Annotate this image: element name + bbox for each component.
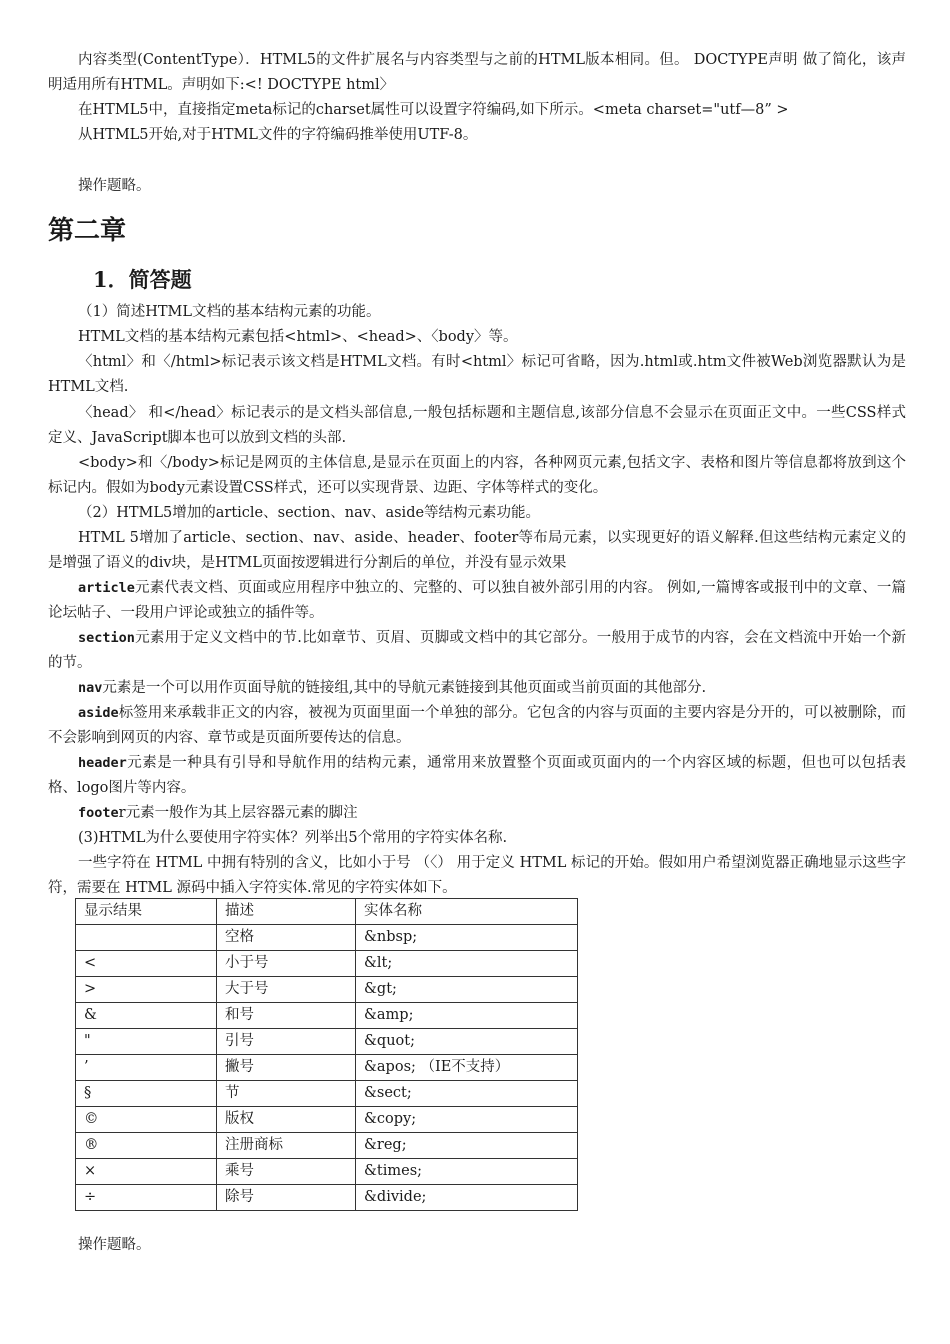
table-cell-entity: &lt; (356, 951, 578, 977)
aside-keyword: aside (78, 705, 119, 721)
chapter-title: 第二章 (48, 216, 127, 246)
header-description (48, 751, 906, 801)
table-cell-description: 除号 (217, 1185, 356, 1211)
answer-3-paragraph-1: 一些字符在 HTML 中拥有特别的含义，比如小于号 （〈） 用于定义 HTML 标记的开始。假如用户希望浏览器正确地显示这些字符，需要在 HTML 源码中插入字符实体.常见的字符实体如下。 (48, 855, 906, 896)
table-row (76, 951, 578, 977)
table-cell-description: 小于号 (217, 951, 356, 977)
table-cell-entity: &divide; (356, 1185, 578, 1211)
table-cell-result: ® (76, 1133, 217, 1159)
operation-note-2: 操作题略。 (78, 1237, 151, 1253)
table-cell-result: © (76, 1107, 217, 1133)
answer-1-paragraph-4: <body>和〈/body>标记是网页的主体信息,是显示在页面上的内容，各种网页元素,包括文字、表格和图片等信息都将放到这个标记内。假如为body元素设置CSS样式，还可以实现背景、边距、字体等样式的变化。 (48, 455, 906, 496)
table-cell-result (76, 925, 217, 951)
section-text: 元素用于定义文档中的节.比如章节、页眉、页脚或文档中的其它部分。一般用于成节的内容，会在文档流中开始一个新的节。 (48, 630, 906, 671)
table-cell-description: 空格 (217, 925, 356, 951)
table-row (76, 977, 578, 1003)
table-cell-entity: &apos; （IE不支持） (356, 1055, 578, 1081)
intro-paragraph-2-line-2: 从HTML5开始,对于HTML文件的字符编码推举使用UTF-8。 (78, 127, 478, 143)
table-cell-entity: &quot; (356, 1029, 578, 1055)
table-cell-description: 乘号 (217, 1159, 356, 1185)
question-3: (3)HTML为什么要使用字符实体？列举出5个常用的字符实体名称. (78, 830, 508, 846)
table-cell-description: 节 (217, 1081, 356, 1107)
table-cell-description: 撇号 (217, 1055, 356, 1081)
table-header-cell: 实体名称 (356, 899, 578, 925)
table-row (76, 1081, 578, 1107)
answer-1-paragraph-2: 〈html〉和〈/html>标记表示该文档是HTML文档。有时<html〉标记可省略，因为.html或.htm文件被Web浏览器默认为是HTML文档. (48, 354, 906, 395)
article-keyword: article (78, 580, 135, 596)
table-cell-entity: &times; (356, 1159, 578, 1185)
table-cell-result: > (76, 977, 217, 1003)
table-cell-description: 和号 (217, 1003, 356, 1029)
section-title: 1．简答题 (93, 267, 192, 292)
answer-1-line-1: HTML文档的基本结构元素包括<html>、<head>、〈body〉等。 (78, 329, 518, 345)
table-cell-entity: &nbsp; (356, 925, 578, 951)
table-header-cell: 描述 (217, 899, 356, 925)
table-cell-description: 引号 (217, 1029, 356, 1055)
aside-description (48, 701, 906, 751)
footer-keyword: foote (78, 805, 119, 821)
table-row (76, 1003, 578, 1029)
table-cell-description: 版权 (217, 1107, 356, 1133)
table-cell-result: " (76, 1029, 217, 1055)
table-cell-result: & (76, 1003, 217, 1029)
table-row (76, 1029, 578, 1055)
character-entity-table (75, 898, 578, 1211)
article-description (48, 576, 906, 626)
intro-paragraph-1: 内容类型(ContentType）．HTML5的文件扩展名与内容类型与之前的HTML版本相同。但。 DOCTYPE声明 做了简化，该声明适用所有HTML。声明如下:<! DOCTYPE html〉 (48, 52, 906, 93)
table-cell-entity: &reg; (356, 1133, 578, 1159)
footer-text: r元素一般作为其上层容器元素的脚注 (118, 805, 358, 821)
table-header-cell: 显示结果 (76, 899, 217, 925)
nav-description (48, 676, 906, 701)
table-cell-result: × (76, 1159, 217, 1185)
answer-1-paragraph-3: 〈head〉 和</head〉标记表示的是文档头部信息,一般包括标题和主题信息,该部分信息不会显示在页面正文中。一些CSS样式定义、JavaScript脚本也可以放到文档的头部. (48, 405, 906, 446)
nav-text: 元素是一个可以用作页面导航的链接组,其中的导航元素链接到其他页面或当前页面的其他部分. (102, 680, 707, 696)
table-cell-result: § (76, 1081, 217, 1107)
table-header-row (76, 899, 578, 925)
nav-keyword: nav (78, 680, 103, 696)
article-text: 元素代表文档、页面或应用程序中独立的、完整的、可以独自被外部引用的内容。 例如,一篇博客或报刊中的文章、一篇论坛帖子、一段用户评论或独立的插件等。 (48, 580, 906, 621)
table-row (76, 1185, 578, 1211)
operation-note-1: 操作题略。 (78, 178, 151, 194)
header-text: 元素是一种具有引导和导航作用的结构元素，通常用来放置整个页面或页面内的一个内容区域的标题，但也可以包括表格、logo图片等内容。 (48, 755, 906, 796)
table-cell-description: 大于号 (217, 977, 356, 1003)
question-1: （1）简述HTML文档的基本结构元素的功能。 (78, 304, 381, 320)
table-row (76, 1133, 578, 1159)
table-cell-result: < (76, 951, 217, 977)
table-cell-entity: &gt; (356, 977, 578, 1003)
table-row (76, 1055, 578, 1081)
section-description (48, 626, 906, 676)
table-cell-entity: &sect; (356, 1081, 578, 1107)
table-cell-entity: &copy; (356, 1107, 578, 1133)
section-keyword: section (78, 630, 135, 646)
table-cell-result: ’ (76, 1055, 217, 1081)
table-row (76, 1107, 578, 1133)
header-keyword: header (78, 755, 127, 771)
table-cell-description: 注册商标 (217, 1133, 356, 1159)
question-2: （2）HTML5增加的article、section、nav、aside等结构元素功能。 (78, 505, 541, 521)
table-row (76, 1159, 578, 1185)
intro-paragraph-2-line-1: 在HTML5中，直接指定meta标记的charset属性可以设置字符编码,如下所示。<meta charset="utf—8” > (78, 102, 789, 118)
table-row (76, 925, 578, 951)
answer-2-paragraph-1: HTML 5增加了article、section、nav、aside、header、footer等布局元素，以实现更好的语义解释.但这些结构元素定义的是增强了语义的div块，是HTML页面按逻辑进行分割后的单位，并没有显示效果 (48, 530, 906, 571)
footer-description (48, 801, 906, 826)
table-cell-result: ÷ (76, 1185, 217, 1211)
table-cell-entity: &amp; (356, 1003, 578, 1029)
aside-text: 标签用来承载非正文的内容，被视为页面里面一个单独的部分。它包含的内容与页面的主要内容是分开的，可以被删除，而不会影响到网页的内容、章节或是页面所要传达的信息。 (48, 705, 906, 746)
